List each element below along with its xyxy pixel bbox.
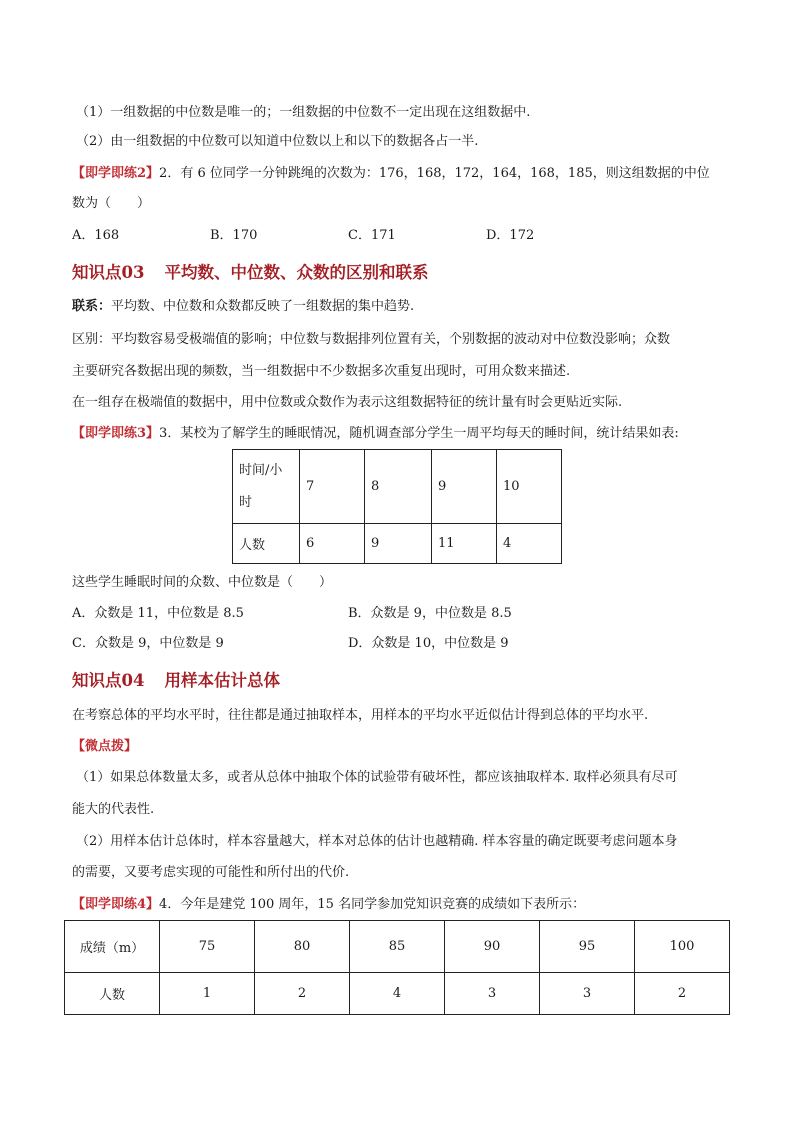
note-1: （1）一组数据的中位数是唯一的；一组数据的中位数不一定出现在这组数据中. [76,105,531,120]
practice-3-option-c[interactable]: C．众数是 9，中位数是 9 [72,636,224,651]
practice-2-option-d[interactable]: D．172 [486,228,535,243]
score-table-score-cell: 85 [350,921,445,973]
sleep-table-header-label: 时间/小 时 [233,450,300,524]
score-table [64,920,730,1015]
practice-3-option-b[interactable]: B．众数是 9，中位数是 8.5 [348,606,512,621]
sleep-table-hour-cell: 8 [365,450,432,524]
section-03-link [72,297,414,317]
score-table-count-cell: 4 [350,973,445,1015]
score-table-score-cell: 95 [540,921,635,973]
sleep-table-count-cell: 9 [365,524,432,564]
practice-2-option-a[interactable]: A．168 [72,228,120,243]
practice-3-question [72,424,679,444]
sleep-table-count-cell: 4 [497,524,562,564]
practice-4-text: 4．今年是建党 100 周年，15 名同学参加党知识竞赛的成绩如下表所示： [159,897,586,912]
score-table-score-row [65,921,730,973]
sleep-table [232,449,562,564]
link-text: 平均数、中位数和众数都反映了一组数据的集中趋势. [111,299,415,314]
practice-2-option-c[interactable]: C．171 [348,228,396,243]
practice-2-tag: 【即学即练2】 [72,166,160,181]
practice-2-question [72,164,710,184]
practice-3-option-a[interactable]: A．众数是 11，中位数是 8.5 [72,606,244,621]
score-table-score-cell: 100 [635,921,730,973]
score-table-count-cell: 2 [255,973,350,1015]
section-03-title: 平均数、中位数、众数的区别和联系 [164,263,429,282]
section-03-heading [72,262,428,284]
score-table-count-label: 人数 [65,973,160,1015]
tip-tag: 【微点拨】 [72,739,138,754]
practice-3-prompt: 这些学生睡眠时间的众数、中位数是（ ） [72,575,333,590]
score-table-count-cell: 2 [635,973,730,1015]
sleep-table-count-cell: 6 [300,524,365,564]
tip-1-line-2: 能大的代表性. [72,802,155,817]
score-table-count-cell: 3 [445,973,540,1015]
section-04-number: 知识点04 [72,671,145,690]
section-04-heading [72,670,280,692]
sleep-table-count-cell: 11 [432,524,497,564]
score-table-count-cell: 1 [160,973,255,1015]
practice-2-text: 2．有 6 位同学一分钟跳绳的次数为：176，168，172，164，168，185，则这组数据的中位 [159,166,710,181]
tip-2-line-2: 的需要，又要考虑实现的可能性和所付出的代价. [72,865,350,880]
sleep-table-hour-cell: 7 [300,450,365,524]
section-03-extreme: 在一组存在极端值的数据中，用中位数或众数作为表示这组数据特征的统计量有时会更贴近实际. [72,395,623,410]
practice-4-question [72,895,585,915]
practice-2-question-cont: 数为（ ） [72,196,151,211]
score-table-score-cell: 90 [445,921,540,973]
sleep-table-hour-cell: 9 [432,450,497,524]
section-04-title: 用样本估计总体 [164,671,280,690]
practice-2-option-b[interactable]: B．170 [210,228,258,243]
practice-4-tag: 【即学即练4】 [72,897,160,912]
score-table-score-cell: 80 [255,921,350,973]
link-label: 联系： [72,299,112,314]
practice-3-text: 3．某校为了解学生的睡眠情况，随机调查部分学生一周平均每天的睡时间，统计结果如表: [159,426,679,441]
sleep-table-count-label: 人数 [233,524,300,564]
note-2: （2）由一组数据的中位数可以知道中位数以上和以下的数据各占一半. [76,134,479,149]
sleep-table-hour-cell: 10 [497,450,562,524]
score-table-count-cell: 3 [540,973,635,1015]
practice-3-option-d[interactable]: D．众数是 10，中位数是 9 [348,636,509,651]
tip-1-line-1: （1）如果总体数量太多，或者从总体中抽取个体的试验带有破坏性，都应该抽取样本. 取样必须具有尽可 [76,770,678,785]
score-table-score-label: 成绩（m） [65,921,160,973]
sleep-table-hours-row [233,450,562,524]
section-04-intro: 在考察总体的平均水平时，往往都是通过抽取样本，用样本的平均水平近似估计得到总体的平均水平. [72,708,649,723]
score-table-count-row [65,973,730,1015]
section-03-diff-1: 区别：平均数容易受极端值的影响；中位数与数据排列位置有关，个别数据的波动对中位数没影响；众数 [72,332,671,347]
practice-3-tag: 【即学即练3】 [72,426,160,441]
score-table-score-cell: 75 [160,921,255,973]
section-03-diff-2: 主要研究各数据出现的频数，当一组数据中不少数据多次重复出现时，可用众数来描述. [72,364,571,379]
section-03-number: 知识点03 [72,263,145,282]
tip-2-line-1: （2）用样本估计总体时，样本容量越大，样本对总体的估计也越精确. 样本容量的确定既要考虑问题本身 [76,834,678,849]
sleep-table-count-row [233,524,562,564]
